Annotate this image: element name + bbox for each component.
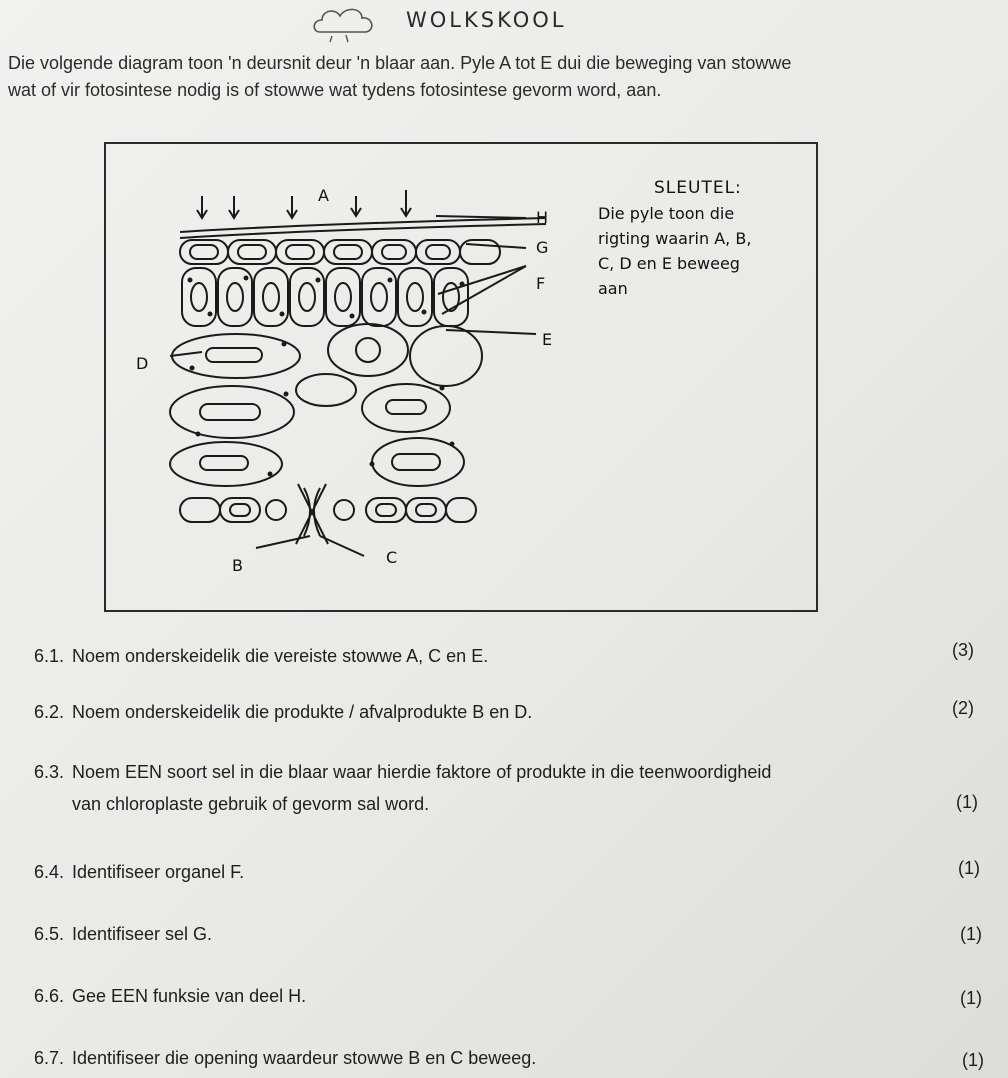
question-text: Noem EEN soort sel in die blaar waar hierdie faktore of produkte in die teenwoordigheid	[72, 762, 772, 782]
question-marks: (1)	[956, 792, 978, 812]
question-marks: (1)	[960, 988, 982, 1008]
question-text: Noem onderskeidelik die vereiste stowwe A, C en E.	[72, 646, 489, 666]
lower-epidermis	[180, 498, 476, 522]
spongy-mesophyll	[170, 324, 482, 486]
arrows-a	[197, 190, 411, 218]
key-title: SLEUTEL:	[654, 178, 742, 198]
upper-epidermis	[180, 240, 500, 264]
leader-f2	[442, 266, 526, 314]
leader-f	[438, 266, 526, 294]
question-marks: (1)	[962, 1050, 984, 1070]
leader-h	[436, 216, 526, 218]
page-header	[310, 2, 710, 46]
question-text: Identifiseer die opening waardeur stowwe B en C beweeg.	[72, 1048, 537, 1068]
question-marks: (1)	[958, 858, 980, 878]
question-marks: (2)	[952, 698, 974, 718]
intro-line-2: wat of vir fotosintese nodig is of stowwe wat tydens fotosintese gevorm word, aan.	[8, 80, 662, 100]
label-b: B	[232, 556, 243, 575]
key-line: aan	[598, 279, 628, 298]
label-c: C	[386, 548, 398, 567]
leader-e	[446, 330, 536, 334]
school-name: WOLKSKOOL	[406, 8, 567, 32]
leaf-diagram-frame	[104, 142, 818, 612]
question-number: 6.6.	[34, 986, 65, 1006]
question-number: 6.2.	[34, 702, 65, 722]
question-number: 6.1.	[34, 646, 65, 666]
question-number: 6.4.	[34, 862, 65, 882]
intro-line-1: Die volgende diagram toon 'n deursnit deur 'n blaar aan. Pyle A tot E dui die beweging van stowwe	[8, 53, 792, 73]
key-line: rigting waarin A, B,	[598, 229, 752, 248]
question-marks: (1)	[960, 924, 982, 944]
question-text: Identifiseer sel G.	[72, 924, 213, 944]
question-marks: (3)	[952, 640, 974, 660]
key-line: Die pyle toon die	[598, 204, 735, 223]
question-number: 6.5.	[34, 924, 65, 944]
label-d: D	[136, 354, 149, 373]
label-h: H	[536, 208, 549, 227]
diagram-key	[598, 176, 808, 301]
key-line: C, D en E beweeg	[598, 254, 740, 273]
stoma	[296, 484, 328, 544]
question-text-continued: van chloroplaste gebruik of gevorm sal word.	[72, 794, 430, 814]
question-text: Identifiseer organel F.	[72, 862, 245, 882]
label-f: F	[536, 274, 546, 293]
label-e: E	[542, 330, 553, 349]
leader-d	[170, 352, 202, 356]
intro-text	[8, 50, 998, 104]
label-a: A	[318, 186, 329, 205]
leader-g	[466, 244, 526, 248]
question-text: Gee EEN funksie van deel H.	[72, 986, 307, 1006]
arrow-c	[320, 536, 364, 556]
arrow-b	[256, 536, 310, 548]
palisade-layer	[182, 268, 468, 326]
question-number: 6.7.	[34, 1048, 65, 1068]
question-text: Noem onderskeidelik die produkte / afvalprodukte B en D.	[72, 702, 533, 722]
label-g: G	[536, 238, 549, 257]
cloud-logo-icon	[310, 2, 380, 44]
question-number: 6.3.	[34, 762, 65, 782]
